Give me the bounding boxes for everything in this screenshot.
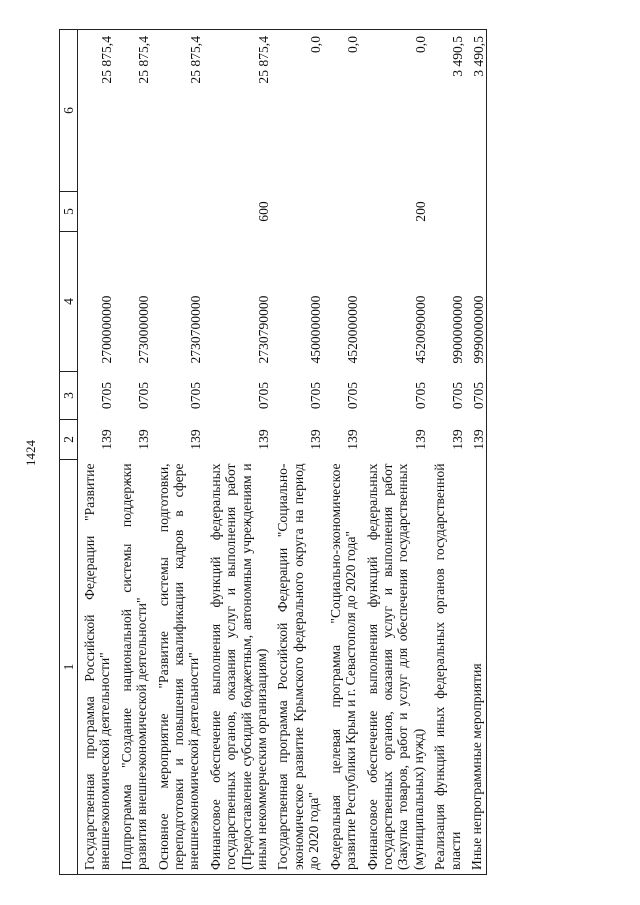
cell-ministry: 139 — [256, 429, 272, 450]
row-name: Финансовое обеспечение выполнения функций федеральных государственных органов, оказания услуг и выполнения работ (Закупка товаров, работ и услуг для обеспечения государственных (муниципальных) нужд) — [361, 460, 429, 875]
header-cell: 5 — [60, 192, 78, 232]
table-row — [78, 30, 115, 875]
budget-table — [59, 29, 487, 875]
cell-target: 4520090000 — [412, 295, 428, 364]
page-number: 1424 — [23, 440, 38, 466]
cell-ministry: 139 — [465, 420, 487, 460]
cell-target: 9990000000 — [465, 232, 487, 372]
cell-expense-type — [428, 192, 465, 232]
table-row — [204, 30, 272, 875]
cell-expense-type: 600 — [256, 201, 272, 222]
cell-expense-type — [465, 192, 487, 232]
cell-amount: 25 875,4 — [204, 30, 272, 192]
row-name: Подпрограмма "Создание национальной системы поддержки развития внешнеэкономической деятельности" — [115, 460, 152, 875]
cell-target: 2700000000 — [99, 295, 115, 364]
header-cell: 3 — [60, 372, 78, 420]
table-row — [271, 30, 323, 875]
cell-expense-type — [324, 192, 361, 232]
cell-section: 0705 — [188, 381, 204, 410]
table-body — [78, 30, 487, 875]
cell-amount: 0,0 — [271, 30, 323, 192]
cell-ministry: 139 — [136, 429, 152, 450]
cell-ministry: 139 — [99, 429, 115, 450]
cell-amount: 25 875,4 — [115, 30, 152, 192]
header-cell: 2 — [60, 420, 78, 460]
cell-section: 0705 — [99, 381, 115, 410]
cell-expense-type — [271, 192, 323, 232]
cell-amount: 25 875,4 — [78, 30, 115, 192]
header-cell: 1 — [60, 460, 78, 875]
row-name: Иные непрограммные мероприятия — [465, 460, 487, 875]
cell-target: 9900000000 — [449, 295, 465, 364]
cell-ministry: 139 — [308, 429, 324, 450]
table-row — [324, 30, 361, 875]
cell-ministry: 139 — [345, 429, 361, 450]
row-name: Основное мероприятие "Развитие системы подготовки, переподготовки и повышения квалификации кадров в сфере внешнеэкономической деятельности" — [152, 460, 204, 875]
cell-section: 0705 — [412, 381, 428, 410]
table-row — [428, 30, 465, 875]
table-row — [152, 30, 204, 875]
row-name: Федеральная целевая программа "Социально-экономическое развитие Республики Крым и г. Севастополя до 2020 года" — [324, 460, 361, 875]
cell-ministry: 139 — [449, 429, 465, 450]
cell-expense-type — [152, 192, 204, 232]
cell-amount: 0,0 — [324, 30, 361, 192]
header-cell: 6 — [60, 30, 78, 192]
cell-target: 4500000000 — [308, 295, 324, 364]
header-cell: 4 — [60, 232, 78, 372]
cell-section: 0705 — [465, 372, 487, 420]
table-row — [361, 30, 429, 875]
cell-expense-type: 200 — [412, 201, 428, 222]
cell-ministry: 139 — [188, 429, 204, 450]
table-row — [115, 30, 152, 875]
table-header — [60, 30, 78, 875]
row-name: Государственная программа Российской Федерации "Социально-экономическое развитие Крымского федерального округа на период до 2020 года" — [271, 460, 323, 875]
cell-target: 2730790000 — [256, 295, 272, 364]
cell-amount: 3 490,5 — [428, 30, 465, 192]
cell-section: 0705 — [308, 381, 324, 410]
row-name: Государственная программа Российской Федерации "Развитие внешнеэкономической деятельности" — [78, 460, 115, 875]
cell-ministry: 139 — [412, 429, 428, 450]
row-name: Финансовое обеспечение выполнения функций федеральных государственных органов, оказания услуг и выполнения работ (Предоставление субсидий бюджетным, автономным учреждениям и иным некоммерческим организациям) — [204, 460, 272, 875]
cell-section: 0705 — [345, 381, 361, 410]
cell-expense-type — [115, 192, 152, 232]
cell-section: 0705 — [136, 381, 152, 410]
cell-amount: 0,0 — [361, 30, 429, 192]
cell-amount: 25 875,4 — [152, 30, 204, 192]
cell-target: 2730700000 — [188, 295, 204, 364]
cell-amount: 3 490,5 — [465, 30, 487, 192]
row-name: Реализация функций иных федеральных органов государственной власти — [428, 460, 465, 875]
budget-table-rotated — [59, 30, 564, 875]
cell-expense-type — [78, 192, 115, 232]
table-row — [465, 30, 487, 875]
cell-section: 0705 — [449, 381, 465, 410]
cell-target: 4520000000 — [345, 295, 361, 364]
cell-target: 2730000000 — [136, 295, 152, 364]
cell-section: 0705 — [256, 381, 272, 410]
